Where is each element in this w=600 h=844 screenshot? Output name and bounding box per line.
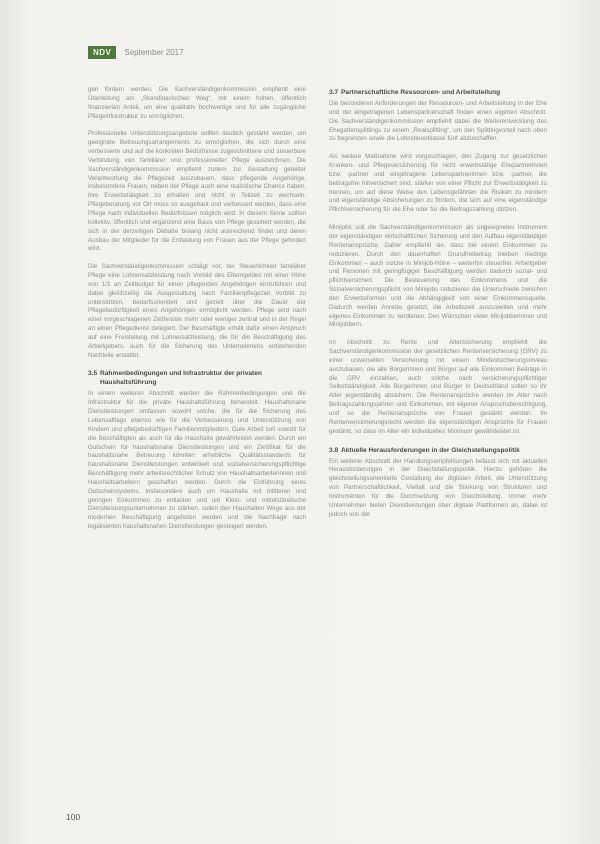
section-heading: [329, 88, 547, 97]
section-number: 3.7: [329, 89, 339, 96]
section-number: 3.5: [88, 370, 98, 378]
left-column: [88, 86, 306, 541]
section-title: Partnerschaftliche Ressourcen- und Arbeitsteilung: [341, 89, 501, 96]
section-title: Rahmenbedingungen und Infrastruktur der privaten Haushaltsführung: [100, 370, 262, 387]
paragraph: Als weitere Maßnahme wird vorgeschlagen, den Zugang zur gesetzlichen Kranken- und Pflegeversicherung für nicht erwerbstätige Ehepartnerinnen bzw. -partner und eingetragene Lebenspartnerinnen bzw. -partner, die beitragsfrei mitversichert sind, stärker von einer Pflicht zur Erwerbstätigkeit zu trennen, um auf diese Weise den Lebensgefährten die Risiken zu mindern und eigenständige Absicherungen zu fördern, die sich auf eine eigenständige Pflichtversicherung für die Ehe oder für die Beitragszahlung stützen.: [329, 153, 547, 214]
section-heading: [329, 446, 547, 455]
section-title: Aktuelle Herausforderungen in der Gleichstellungspolitik: [341, 446, 520, 454]
paragraph: Professionelle Unterstützungsangebote sollten deutlich gestärkt werden, um geeignete Betreuungsarrangements zu ermöglichen, die sich durch eine verbesserte und auf die konkreten Bedürfnisse zugeschnittene und steuerbare Verbindung von familiärer und professioneller Pflege auszeichnen. Die Sachverständigenkommission empfiehlt zudem zur Gestaltung geteilter Verantwortung die Pflegezeit auszubauen, dass pflegende Angehörige, insbesondere Frauen, neben der Pflege auch eine realistische Chance haben, ihre Erwerbstätigkeit zu erhalten und nicht in Teilzeit zu wechseln. Pflegeberatung vor Ort muss so ausgebaut und verbessert werden, dass eine Pflege nach individuellen Bedürfnissen möglich wird. In diesem Sinne sollten kollektiv, öffentlich und ergänzend eine Basis von Pflege gesichert werden, die sich in der derzeitigen Debatte bislang nicht ausreichend findet und deren Ausbau der Mitglieder für die Entlastung von Frauen aus der Pflege gefordert wird.: [88, 130, 306, 253]
paragraph: Minijobs soll die Sachverständigenkommission als ungeeignetes Instrument der eigenständigen wirtschaftlichen Sicherung und den Aufbau eigenständiger Rentenansprüche. Daher empfiehlt sie, dass bei einem Einkommen zu reduzieren. Durch den dauerhaften Grundfreibetrag bleiben niedrige Einkommen – auch solche in Minijob-Höhe – weiterhin steuerfrei. Arbeitgeber und Personen mit geringfügiger Beschäftigung werden dadurch sozial- und pflichtversichert. Die Besteuerung des Einkommens und die Sozialversicherungspflicht von Minijobs reduzieren die Unterschiede zwischen den Erwerbsformen und die Abhängigkeit von einer Einkommensquelle. Dadurch werden Anreize gesetzt, die Arbeitszeit auszuweiten und mehr eigenes Einkommen zu verdienen. Den Wünschen vieler Minijobberinnen und Minijobbern.: [329, 224, 547, 329]
paragraph: In einem weiteren Abschnitt werden die Rahmenbedingungen und die Infrastruktur für die private Haushaltsführung behandelt. Haushaltsnahe Dienstleistungen umfassen sowohl solche, die für die Sicherung des Lebensalltags ebenso wie für die Verbesserung und Unterstützung von Kindern und pflegebedürftigen Familienmitgliedern. Gute Arbeit soll sowohl für die Beschäftigten als auch für die Haushalte gewährleistet werden. Durch ein Gutschein für haushaltsnahe Dienstleistungen und ein Zertifikat für die haushaltsnahe Betreuung könnten erhebliche Qualitätsstandards für haushaltsnahe Dienstleistungen entwickelt und sozialversicherungspflichtige Beschäftigung mehr arbeitsrechtlicher Schutz von Haushaltsarbeiterinnen und Haushaltsarbeitern geschaffen werden. Durch die Einführung eines Gutscheinsystems, insbesondere auch um Haushalte mit mittleren und geringen Einkommen zu entlasten und um Klein- und mittelständische Dienstleistungsunternehmen zu stärken, sollen den Haushalten Wege aus der modernen Beschäftigung angeboten werden und die Nachfrage nach legalisierten haushaltsnahen Dienstleistungen gesteigert werden.: [88, 390, 306, 531]
journal-badge: NDV: [88, 46, 116, 59]
paragraph: Ein weiterer Abschnitt der Handlungsempfehlungen befasst sich mit aktuellen Herausforderungen in der Gleichstellungspolitik. Hierzu gehören die gleichstellungsorientierte Gestaltung der digitalen Arbeit, die Unterstützung von Partnerschaftlichkeit, Vielfalt und die Stärkung von Strukturen und Instrumenten für die Durchsetzung von Gleichstellung. Immer mehr Unternehmen bieten Dienstleistungen über digitale Plattformen an, dabei ist jedoch von der: [329, 457, 547, 518]
page-header: [88, 46, 184, 59]
issue-date: September 2017: [124, 48, 184, 57]
paragraph: gen fördern werden. Die Sachverständigenkommission empfiehlt eine Überleitung am „Skandinavischen Weg“, mit einem hohen, öffentlich finanzierten Anteil, um eine qualitativ hochwertige und für alle zugängliche Pflegeinfrastruktur zu ermöglichen.: [88, 86, 306, 120]
paragraph: Im Abschnitt zu Rente und Alterssicherung empfiehlt die Sachverständigenkommission der gesetzlichen Rentenversicherung (GRV) zu einer universellen Versicherung mit einem Mindestsicherungsniveau auszubauen, die alle Bürgerinnen und Bürger auf alle Einkommen Beiträge in die GRV einzahlen, auch solche nach versicherungspflichtiger Selbstständigkeit. Alle Bürgerinnen und Bürger in Deutschland sollen so ihr Alter eigenständig absichern. Die Rentenansprüche werden im Alter nach Beitragszahlungsjahren und Einkommen, mit eigener Anspruchsberechtigung, und so die Rentenansprüche von Frauen gestärkt werden. Im Rentenversicherungsrecht werden die eigenständigen Ansprüche für Frauen gestärkt, so dass im Alter ein individuelles Minimum gewährleistet ist.: [329, 339, 547, 435]
section-number: 3.8: [329, 446, 339, 454]
paragraph: Die besonderen Anforderungen der Ressourcen- und Arbeitsteilung in der Ehe und der eingetragenen Lebenspartnerschaft finden einen eigenen Abschnitt. Die Sachverständigenkommission empfiehlt dabei die Weiterentwicklung des Ehegattensplittings zu einem „Realsplitting“, um den Splittingvorteil nach oben zu begrenzen sowie die Lohnsteuerklasse fünf abzuschaffen.: [329, 100, 547, 143]
right-column: [329, 86, 547, 528]
section-heading: [88, 369, 306, 387]
paragraph: Die Sachverständigenkommission schlägt vor, bei Steuerlichkeit familiärer Pflege eine Lohnersatzleistung nach Vorbild des Elterngeldes mit einer Höhe von 1/3 an Zeitbudget für einen pflegenden Angehörigen einzuführen und dabei gleichzeitig die Ausgestaltung nach Familienpflegezeit Vorbild zu unterstützen, bedarfsorientiert und gezielt über die Dauer der Pflegebedürftigkeit eines Angehörigen ermöglicht werden. Pflege wird nach einer vorgeschlagenen Zeitfenster mehr oder weniger zentral und in der Regel an einen Pflegedienst delegiert. Der Beschäftigte erhält dafür einen Anspruch auf eine Freistellung mit Lohnersatzleistung, die für die Beschäftigung des Arbeitgebers, auch für die Sicherung des Unternehmens entstehenden Nachteile erstattet.: [88, 263, 306, 359]
page-number: 100: [66, 812, 81, 822]
